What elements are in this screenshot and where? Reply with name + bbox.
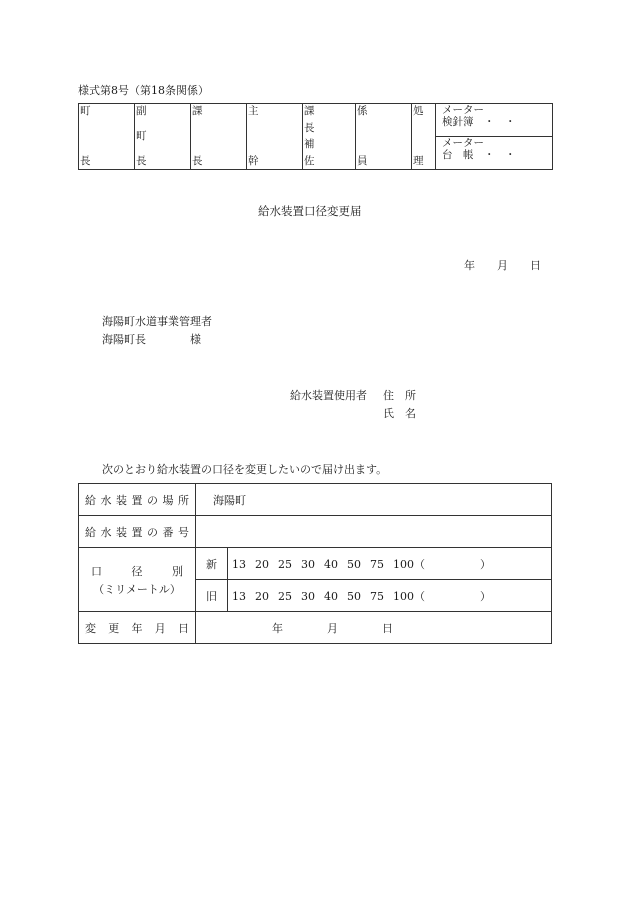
approval-col-deputy-mayor — [135, 104, 152, 170]
size-option[interactable]: 50 — [347, 589, 361, 603]
meter-book-line1: メーター — [442, 104, 484, 116]
stamp-box-processing[interactable] — [429, 104, 436, 170]
size-option[interactable]: 100（ ） — [393, 557, 491, 571]
location-value: 海陽町 — [213, 493, 246, 507]
bore-sublabel: （ミリメートル） — [93, 582, 181, 596]
label-char: 置 — [131, 525, 143, 539]
size-option[interactable]: 13 — [232, 557, 246, 571]
form-number: 様式第8号（第18条関係） — [78, 84, 209, 97]
approval-label-char: 町 — [80, 105, 91, 117]
size-option[interactable]: 13 — [232, 589, 246, 603]
size-option[interactable]: 75 — [370, 557, 384, 571]
approval-col-assistant-chief — [303, 104, 320, 170]
size-option[interactable]: 100（ ） — [393, 589, 491, 603]
approval-col-staff — [356, 104, 373, 170]
stamp-box-mayor[interactable] — [96, 104, 135, 170]
approval-label-char: 理 — [413, 155, 424, 167]
approval-col-supervisor — [247, 104, 264, 170]
size-option[interactable]: 25 — [278, 557, 292, 571]
approval-label-char: 係 — [357, 105, 368, 117]
label-char: 月 — [154, 621, 166, 635]
approval-label-char: 長 — [304, 121, 315, 134]
change-date-value: 年 月 日 — [272, 621, 393, 635]
table-row — [79, 548, 552, 580]
approval-col-section-chief — [191, 104, 208, 170]
table-row — [79, 516, 552, 548]
size-option[interactable]: 30 — [301, 557, 315, 571]
location-label-cell — [79, 484, 196, 516]
size-option[interactable]: 50 — [347, 557, 361, 571]
label-char: 装 — [116, 493, 127, 507]
meter-ledger-cell[interactable] — [436, 137, 553, 170]
label-char: の — [147, 525, 158, 539]
approval-label-char: 佐 — [304, 154, 315, 167]
stamp-box-assistant-chief[interactable] — [320, 104, 356, 170]
date-line: 年 月 日 — [464, 259, 541, 272]
document-title: 給水装置口径変更届 — [258, 204, 362, 218]
approval-col-processing — [412, 104, 429, 170]
approval-label-char: 課 — [304, 105, 315, 117]
old-sizes — [232, 588, 551, 604]
address-label: 住 所 — [383, 389, 416, 402]
stamp-box-supervisor[interactable] — [264, 104, 303, 170]
label-char: 所 — [178, 493, 189, 507]
approval-label-char: 副 — [136, 105, 147, 117]
approval-col-mayor — [79, 104, 96, 170]
change-form-table — [78, 483, 552, 644]
size-option[interactable]: 25 — [278, 589, 292, 603]
bore-label-cell — [79, 548, 196, 612]
table-row — [79, 484, 552, 516]
new-sizes — [232, 556, 551, 572]
intro-text: 次のとおり給水装置の口径を変更したいので届け出ます。 — [102, 463, 388, 476]
size-option[interactable]: 75 — [370, 589, 384, 603]
label-char: の — [147, 493, 158, 507]
number-label-cell — [79, 516, 196, 548]
label-char: 年 — [131, 621, 143, 635]
approval-label-char: 課 — [192, 105, 203, 117]
label-char: 水 — [100, 525, 112, 539]
size-option[interactable]: 40 — [324, 589, 338, 603]
old-label: 旧 — [206, 589, 217, 603]
table-row — [79, 612, 552, 644]
size-option[interactable]: 20 — [255, 557, 269, 571]
label-char: 別 — [172, 564, 183, 578]
approval-label-char: 長 — [136, 155, 147, 167]
label-char: 号 — [178, 525, 189, 539]
new-sizes-cell[interactable] — [228, 548, 552, 580]
label-char: 径 — [131, 564, 143, 578]
approval-label-char: 補 — [304, 138, 315, 151]
change-date-value-cell[interactable] — [196, 612, 552, 644]
meter-book-cell[interactable] — [436, 104, 553, 137]
label-char: 番 — [162, 525, 174, 539]
stamp-box-deputy-mayor[interactable] — [152, 104, 191, 170]
location-value-cell[interactable] — [196, 484, 552, 516]
name-label: 氏 名 — [383, 407, 416, 420]
approval-label-char: 処 — [413, 105, 424, 117]
label-char: 日 — [178, 621, 189, 635]
label-char: 置 — [131, 493, 143, 507]
label-char: 給 — [85, 493, 96, 507]
new-label-cell — [196, 548, 228, 580]
number-value-cell[interactable] — [196, 516, 552, 548]
recipient-line1: 海陽町水道事業管理者 — [102, 315, 212, 328]
size-option[interactable]: 20 — [255, 589, 269, 603]
recipient-line2: 海陽町長 様 — [102, 333, 201, 346]
size-option[interactable]: 30 — [301, 589, 315, 603]
stamp-box-section-chief[interactable] — [208, 104, 247, 170]
label-char: 口 — [91, 564, 102, 578]
size-option[interactable]: 40 — [324, 557, 338, 571]
label-char: 給 — [85, 525, 96, 539]
approval-label-char: 長 — [192, 155, 203, 167]
label-char: 場 — [162, 493, 174, 507]
label-char: 装 — [116, 525, 127, 539]
meter-ledger-line1: メーター — [442, 137, 484, 149]
meter-ledger-line2: 台 帳 ・ ・ — [442, 149, 516, 161]
approval-stamp-table — [78, 103, 553, 170]
approval-label-char: 員 — [357, 155, 368, 167]
approval-label-char: 町 — [136, 130, 147, 142]
stamp-box-staff[interactable] — [373, 104, 412, 170]
label-char: 水 — [100, 493, 112, 507]
label-char: 変 — [85, 621, 96, 635]
old-sizes-cell[interactable] — [228, 580, 552, 612]
approval-label-char: 幹 — [248, 155, 259, 167]
meter-book-line2: 検針簿 ・ ・ — [442, 116, 516, 128]
applicant-label: 給水装置使用者 — [290, 389, 367, 402]
label-char: 更 — [108, 621, 120, 635]
approval-label-char: 長 — [80, 155, 91, 167]
old-label-cell — [196, 580, 228, 612]
approval-label-char: 主 — [248, 105, 259, 117]
change-date-label-cell — [79, 612, 196, 644]
new-label: 新 — [206, 557, 217, 571]
